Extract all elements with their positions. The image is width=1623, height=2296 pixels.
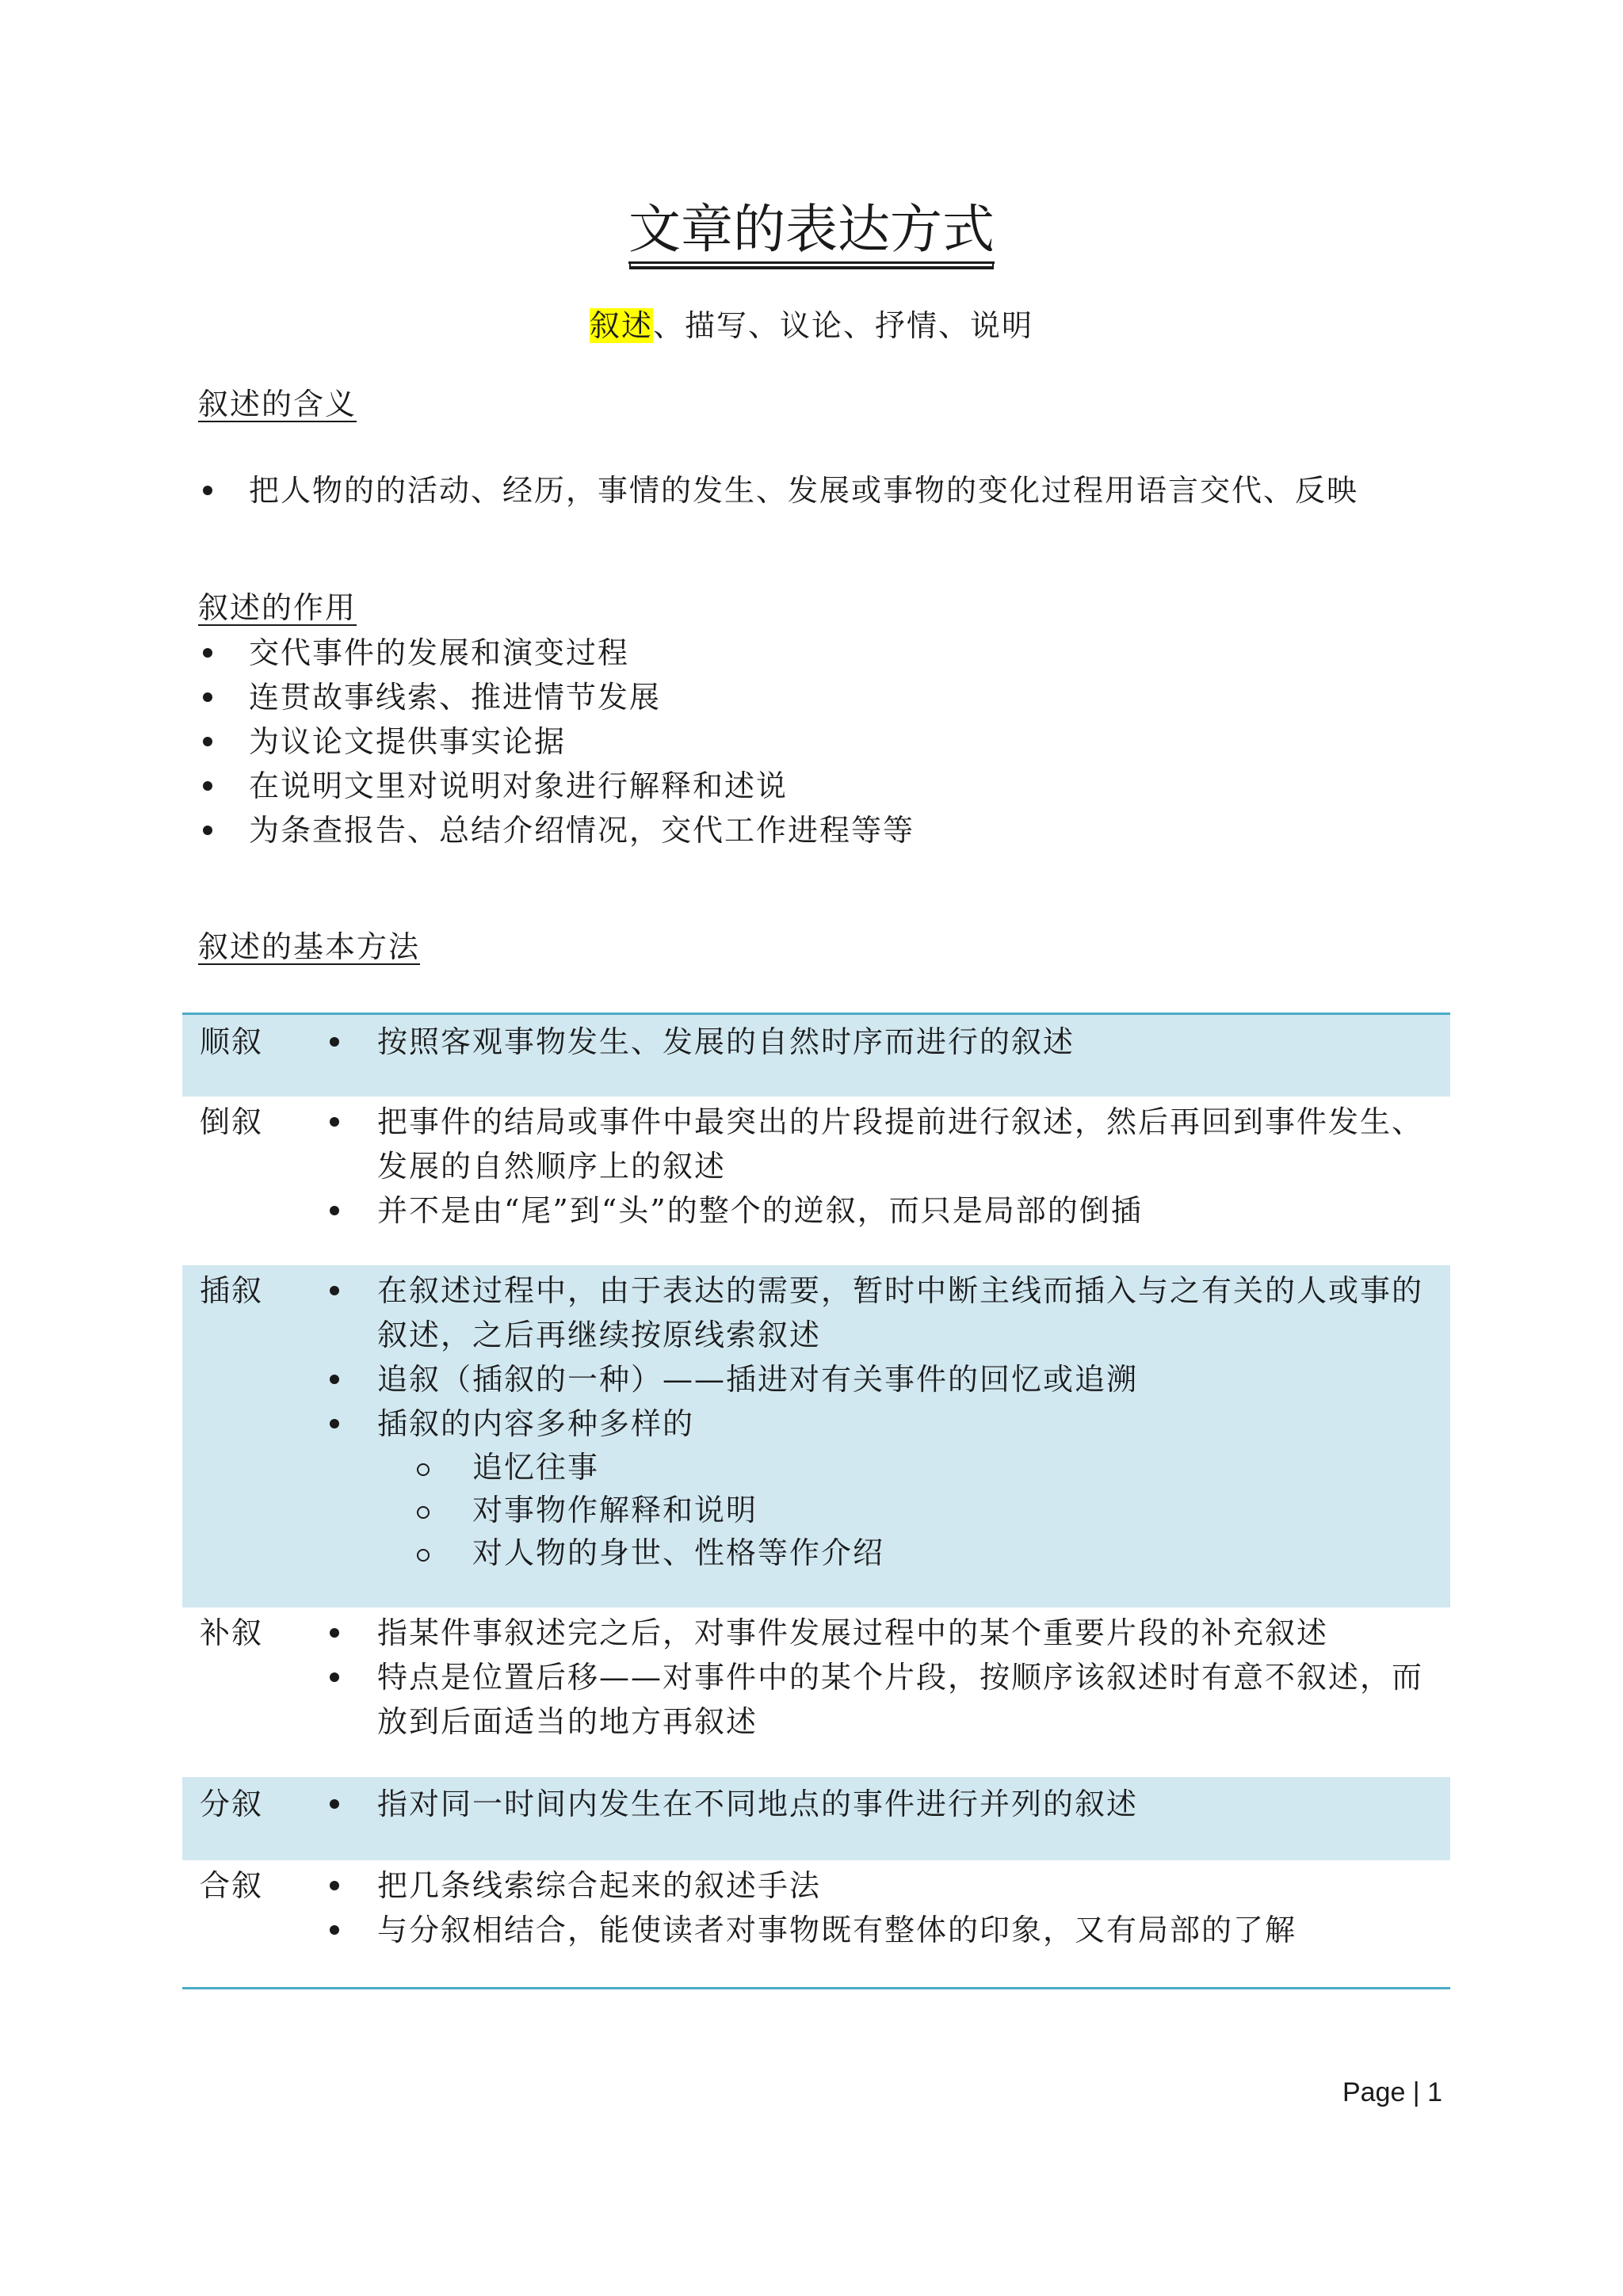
list-item: 在叙述过程中，由于表达的需要，暂时中断主线而插入与之有关的人或事的叙述，之后再继续按原线索叙述 [317,1268,1442,1357]
list-item: 为议论文提供事实论据 [198,719,1466,764]
list-item: 把事件的结局或事件中最突出的片段提前进行叙述，然后再回到事件发生、发展的自然顺序上的叙述 [317,1100,1442,1188]
section-heading-methods: 叙述的基本方法 [198,929,421,964]
sub-list-item: 对事物作解释和说明 [317,1489,1442,1531]
table-row [182,1265,1450,1608]
row-label: 分叙 [200,1787,264,1821]
list-item: 追叙（插叙的一种）——插进对有关事件的回忆或追溯 [317,1357,1442,1402]
table-row [182,1777,1450,1860]
list-item: 把几条线索综合起来的叙述手法 [317,1863,1442,1908]
list-item: 连贯故事线索、推进情节发展 [198,675,1466,719]
function-list [198,631,1466,852]
meaning-list [198,468,1466,513]
table-row [182,1097,1450,1265]
row-label: 合叙 [200,1868,264,1903]
table-row [182,1860,1450,1987]
list-item: 指对同一时间内发生在不同地点的事件进行并列的叙述 [317,1782,1442,1826]
row-content [317,1265,1450,1608]
table-row [182,1015,1450,1097]
list-item: 与分叙相结合，能使读者对事物既有整体的印象，又有局部的了解 [317,1908,1442,1952]
row-label: 顺叙 [200,1024,264,1059]
row-content [317,1777,1450,1860]
row-label: 补叙 [200,1615,264,1650]
section-heading-function: 叙述的作用 [198,590,357,625]
subtitle [0,303,1623,348]
row-content [317,1015,1450,1097]
sub-list-item: 追忆往事 [317,1446,1442,1489]
list-item: 按照客观事物发生、发展的自然时序而进行的叙述 [317,1020,1442,1064]
list-item: 并不是由“尾”到“头”的整个的逆叙，而只是局部的倒插 [317,1188,1442,1233]
row-label: 倒叙 [200,1104,264,1139]
list-item: 交代事件的发展和演变过程 [198,631,1466,675]
list-item: 把人物的的活动、经历，事情的发生、发展或事物的变化过程用语言交代、反映 [198,468,1466,513]
table-row [182,1608,1450,1777]
list-item: 在说明文里对说明对象进行解释和述说 [198,764,1466,808]
subtitle-rest: 、描写、议论、抒情、说明 [653,308,1034,343]
page-number: Page | 1 [1342,2077,1442,2107]
page-title-text: 文章的表达方式 [628,199,995,264]
row-content [317,1860,1450,1987]
row-content [317,1608,1450,1777]
sub-list-item: 对人物的身世、性格等作介绍 [317,1531,1442,1574]
list-item: 为条查报告、总结介绍情况，交代工作进程等等 [198,808,1466,852]
methods-table [182,1013,1450,1989]
list-item: 插叙的内容多种多样的 [317,1402,1442,1446]
section-heading-meaning: 叙述的含义 [198,387,357,421]
row-content [317,1097,1450,1265]
subtitle-highlight: 叙述 [589,308,653,343]
list-item: 特点是位置后移——对事件中的某个片段，按顺序该叙述时有意不叙述，而放到后面适当的地方再叙述 [317,1655,1442,1744]
list-item: 指某件事叙述完之后，对事件发展过程中的某个重要片段的补充叙述 [317,1611,1442,1655]
page-title [0,194,1623,265]
row-label: 插叙 [200,1273,264,1308]
